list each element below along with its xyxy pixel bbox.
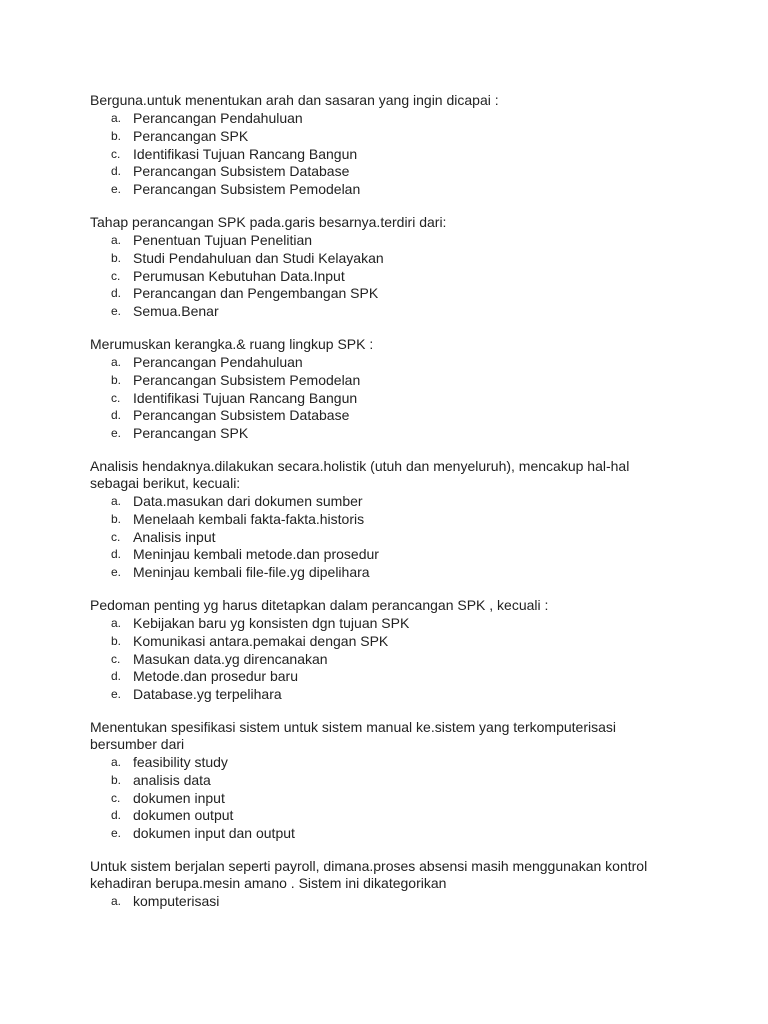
option-text: dokumen input dan output (133, 825, 295, 842)
option-letter: b. (111, 250, 122, 265)
question-7 (90, 858, 650, 911)
option-letter: a. (111, 754, 122, 769)
option-text: Meninjau kembali metode.dan prosedur (133, 546, 379, 563)
option-text: Studi Pendahuluan dan Studi Kelayakan (133, 249, 384, 266)
option-item (90, 425, 650, 443)
option-item (90, 372, 650, 390)
option-item (90, 354, 650, 372)
option-text: Metode.dan prosedur baru (133, 668, 298, 685)
option-letter: b. (111, 372, 122, 387)
question-text: Pedoman penting yg harus ditetapkan dalam perancangan SPK , kecuali : (90, 596, 549, 613)
question-2 (90, 214, 650, 321)
option-letter: b. (111, 511, 122, 526)
option-item (90, 110, 650, 128)
option-item (90, 285, 650, 303)
option-text: Database.yg terpelihara (133, 686, 282, 703)
option-item (90, 825, 650, 843)
option-text: Masukan data.yg direncanakan (133, 650, 328, 667)
option-item (90, 268, 650, 286)
option-text: Perumusan Kebutuhan Data.Input (133, 267, 345, 284)
option-text: Perancangan Subsistem Database (133, 407, 350, 424)
option-text: Perancangan Subsistem Pemodelan (133, 371, 361, 388)
option-item (90, 790, 650, 808)
option-text: komputerisasi (133, 892, 220, 909)
option-letter: c. (111, 390, 121, 405)
option-list (90, 615, 650, 704)
option-item (90, 772, 650, 790)
option-list (90, 232, 650, 321)
option-item (90, 128, 650, 146)
question-text: Berguna.untuk menentukan arah dan sasaran yang ingin dicapai : (90, 92, 499, 108)
option-item (90, 893, 650, 911)
option-text: Penentuan Tujuan Penelitian (133, 231, 313, 248)
option-list (90, 354, 650, 443)
question-text: Menentukan spesifikasi sistem untuk sistem manual ke.sistem yang terkomputerisasi bersumber dari (90, 718, 616, 752)
option-text: Kebijakan baru yg konsisten dgn tujuan SPK (133, 614, 410, 631)
option-item (90, 807, 650, 825)
option-letter: d. (111, 164, 122, 179)
option-text: analisis data (133, 771, 211, 788)
question-6 (90, 719, 650, 843)
option-letter: d. (111, 808, 122, 823)
option-letter: e. (111, 304, 122, 319)
question-5 (90, 597, 650, 704)
option-letter: d. (111, 286, 122, 301)
document-page (90, 92, 650, 926)
option-letter: e. (111, 826, 122, 841)
option-letter: c. (111, 268, 121, 283)
option-item (90, 546, 650, 564)
option-text: Data.masukan dari dokumen sumber (133, 492, 363, 509)
option-item (90, 250, 650, 268)
option-text: Menelaah kembali fakta-fakta.historis (133, 510, 365, 527)
option-item (90, 303, 650, 321)
option-text: dokumen input (133, 789, 225, 806)
option-item (90, 686, 650, 704)
option-letter: c. (111, 790, 121, 805)
option-letter: d. (111, 408, 122, 423)
option-list (90, 893, 650, 911)
option-item (90, 754, 650, 772)
question-4 (90, 458, 650, 582)
question-text: Merumuskan kerangka.& ruang lingkup SPK : (90, 335, 374, 352)
option-text: dokumen output (133, 807, 234, 824)
option-letter: e. (111, 426, 122, 441)
option-item (90, 633, 650, 651)
option-text: Perancangan SPK (133, 425, 249, 442)
option-item (90, 668, 650, 686)
option-item (90, 407, 650, 425)
option-item (90, 564, 650, 582)
option-item (90, 529, 650, 547)
option-text: Identifikasi Tujuan Rancang Bangun (133, 389, 358, 406)
option-text: Perancangan dan Pengembangan SPK (133, 285, 379, 302)
option-list (90, 493, 650, 582)
option-text: feasibility study (133, 753, 228, 770)
option-letter: b. (111, 633, 122, 648)
option-letter: c. (111, 651, 121, 666)
option-item (90, 651, 650, 669)
question-text: Untuk sistem berjalan seperti payroll, dimana.proses absensi masih menggunakan kontrol kehadiran berupa.mesin amano . Sistem ini dikategorikan (90, 857, 648, 891)
option-letter: a. (111, 111, 122, 125)
option-list (90, 110, 650, 199)
option-item (90, 146, 650, 164)
option-list (90, 754, 650, 843)
option-item (90, 615, 650, 633)
option-item (90, 511, 650, 529)
option-letter: a. (111, 615, 122, 630)
option-text: Perancangan Pendahuluan (133, 353, 303, 370)
option-letter: d. (111, 547, 122, 562)
option-item (90, 493, 650, 511)
option-text: Komunikasi antara.pemakai dengan SPK (133, 632, 389, 649)
option-letter: e. (111, 565, 122, 580)
option-letter: e. (111, 182, 122, 197)
option-text: Perancangan Subsistem Pemodelan (133, 181, 361, 198)
option-text: Semua.Benar (133, 303, 219, 320)
question-3 (90, 336, 650, 443)
option-item (90, 232, 650, 250)
option-letter: a. (111, 493, 122, 508)
option-letter: a. (111, 232, 122, 247)
option-letter: a. (111, 893, 122, 908)
question-text: Tahap perancangan SPK pada.garis besarnya.terdiri dari: (90, 213, 447, 230)
option-letter: c. (111, 529, 121, 544)
question-1 (90, 92, 650, 199)
option-text: Analisis input (133, 528, 216, 545)
option-letter: e. (111, 687, 122, 702)
question-text: Analisis hendaknya.dilakukan secara.holistik (utuh dan menyeluruh), mencakup hal-hal sebagai berikut, kecuali: (90, 457, 630, 491)
option-item (90, 163, 650, 181)
option-letter: b. (111, 772, 122, 787)
option-item (90, 390, 650, 408)
option-text: Identifikasi Tujuan Rancang Bangun (133, 145, 358, 162)
option-letter: c. (111, 146, 121, 161)
option-text: Perancangan Subsistem Database (133, 163, 350, 180)
option-item (90, 181, 650, 199)
option-text: Meninjau kembali file-file.yg dipelihara (133, 564, 370, 581)
option-text: Perancangan Pendahuluan (133, 110, 303, 126)
option-letter: b. (111, 128, 122, 143)
option-letter: a. (111, 354, 122, 369)
option-text: Perancangan SPK (133, 127, 249, 144)
option-letter: d. (111, 669, 122, 684)
